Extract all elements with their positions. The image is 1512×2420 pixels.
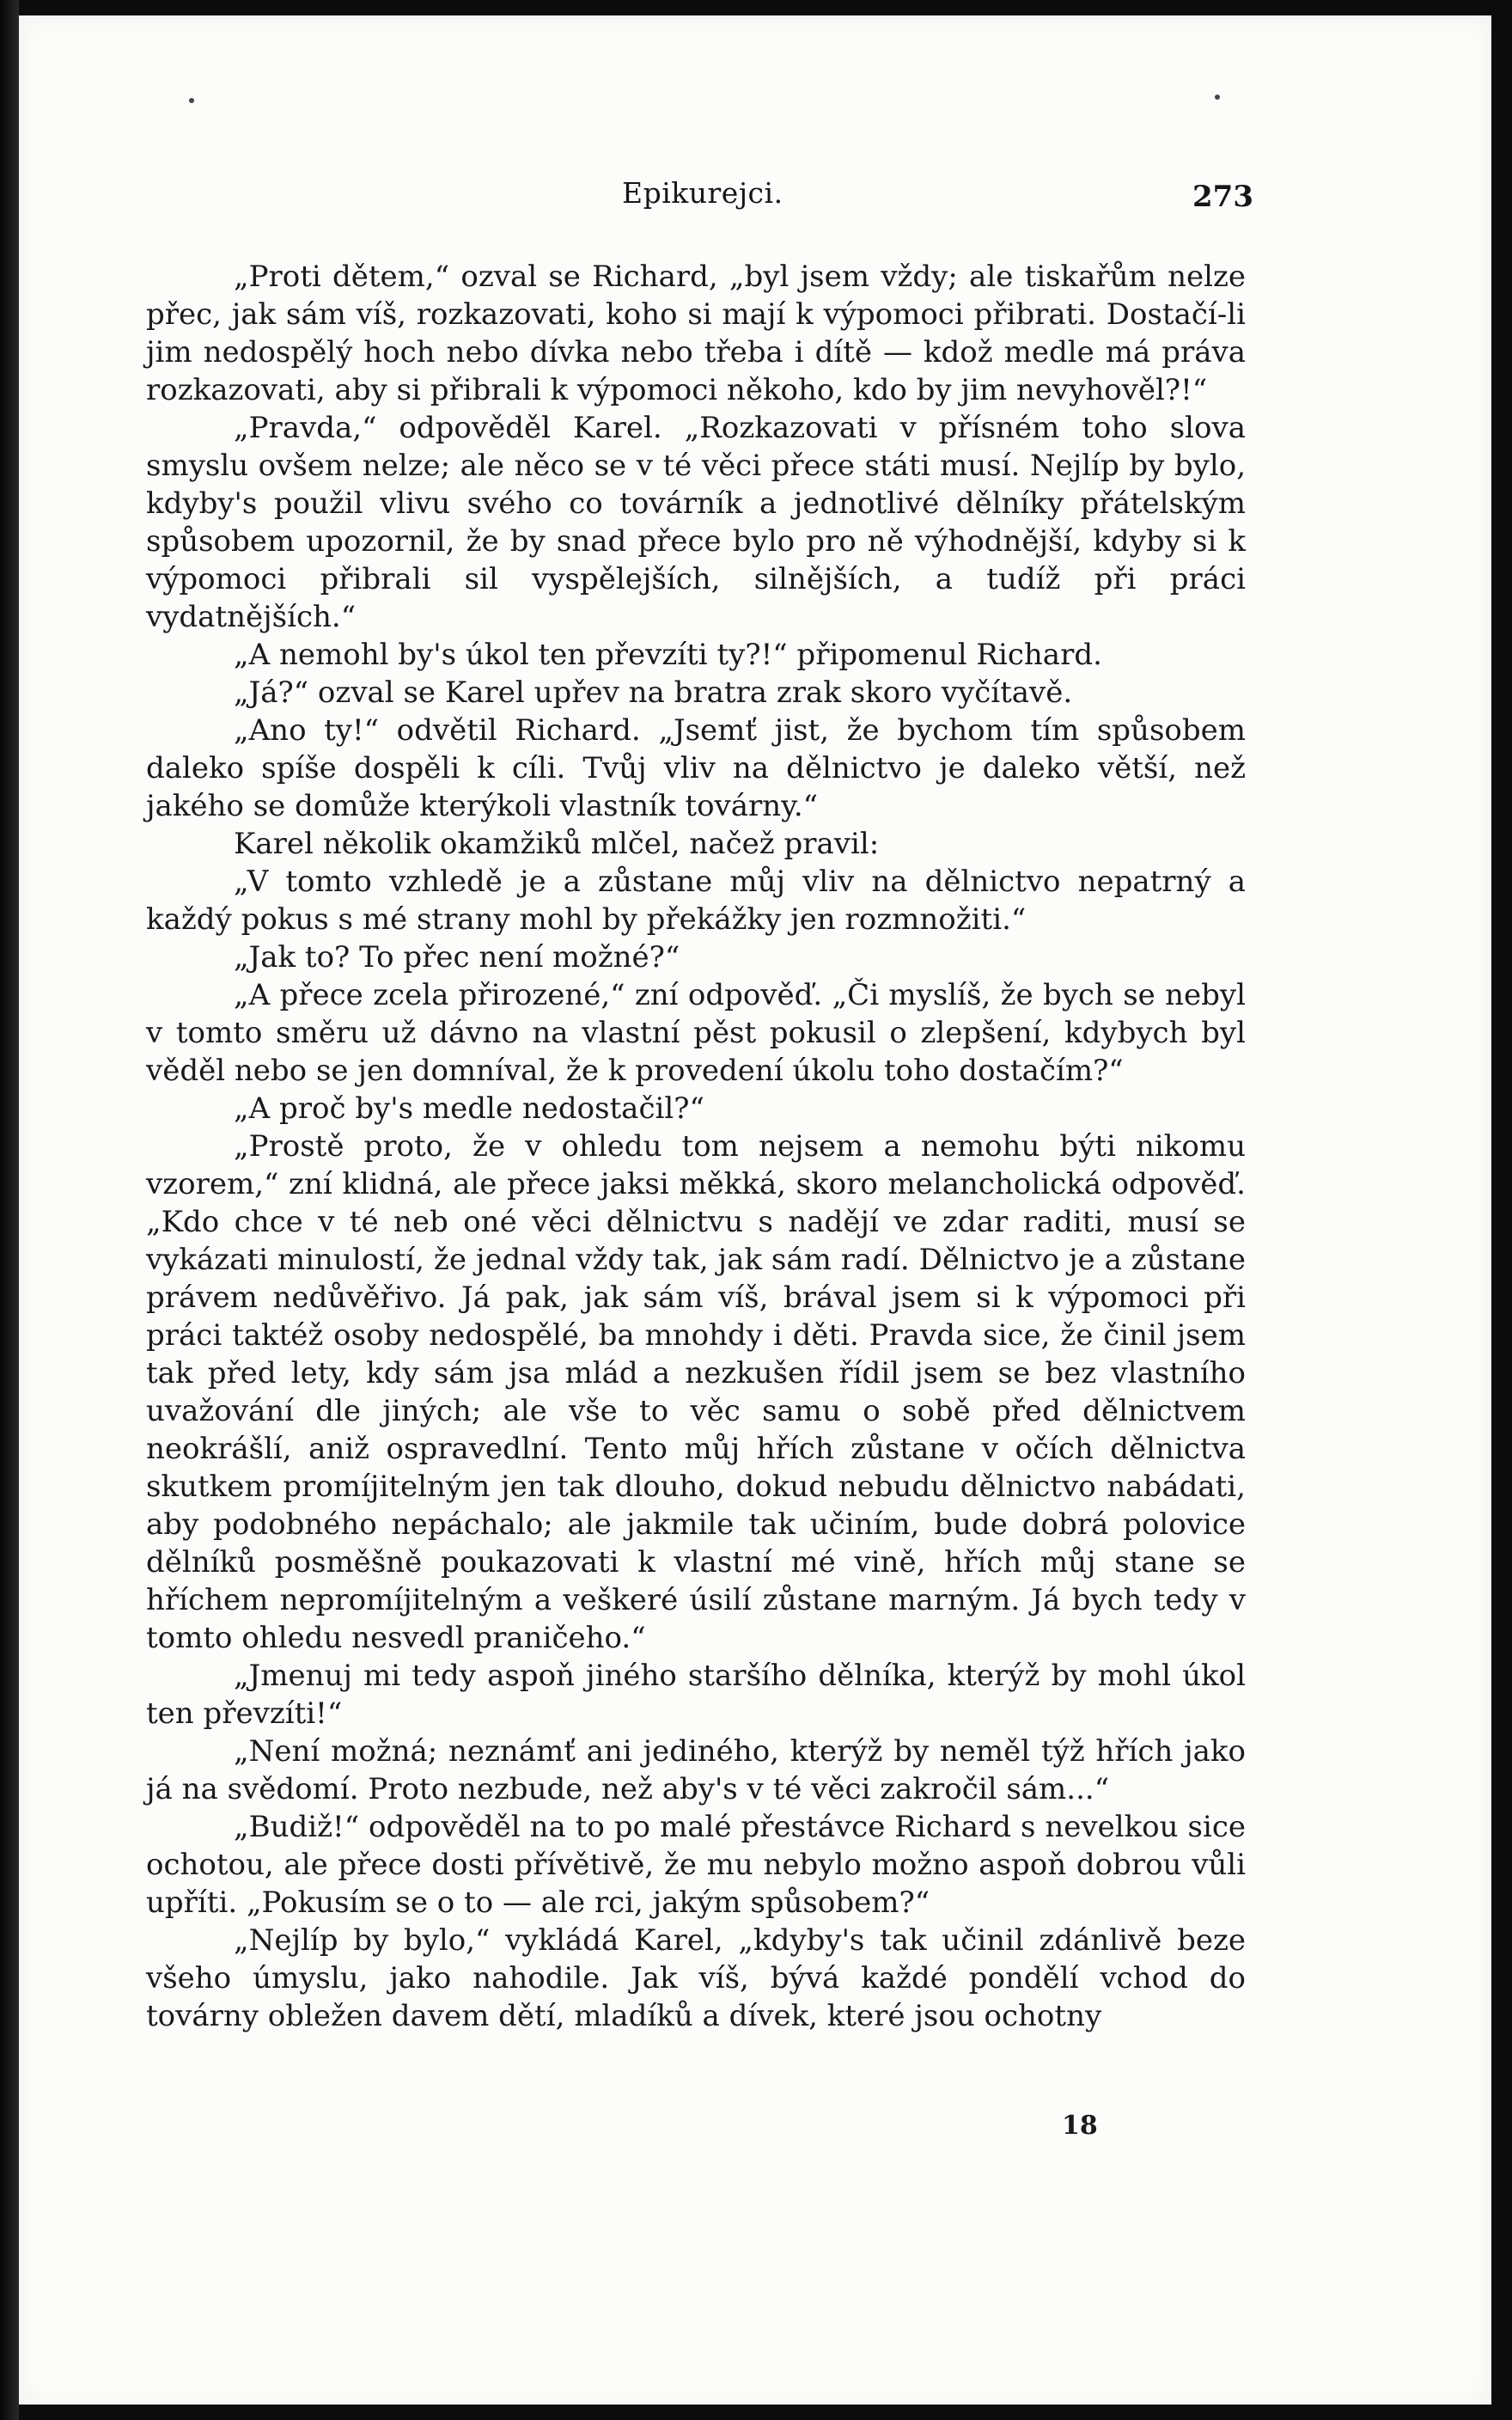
paragraph: „Proti dětem,“ ozval se Richard, „byl jsem vždy; ale tiskařům nelze přec, jak sám víš, rozkazovati, koho si mají k výpomoci přibrati. Dostačí-li jim nedospělý hoch nebo dívka nebo třeba i dítě — kdož medle má práva rozkazovati, aby si přibrali k výpomoci někoho, kdo by jim nevyhověl?!“ [146, 260, 1246, 407]
paragraph: „V tomto vzhledě je a zůstane můj vliv na dělnictvo nepatrný a každý pokus s mé strany mohl by překážky jen rozmnožiti.“ [146, 865, 1246, 937]
signature-mark: 18 [1062, 2111, 1098, 2141]
paragraph: „A proč by's medle nedostačil?“ [234, 1091, 704, 1126]
paragraph: Karel několik okamžiků mlčel, načež pravil: [234, 827, 880, 861]
paragraph: „A nemohl by's úkol ten převzíti ty?!“ připomenul Richard. [234, 638, 1102, 672]
running-title: Epikurejci. [622, 176, 783, 210]
page-header [0, 176, 1512, 219]
paragraph: „A přece zcela přirozené,“ zní odpověď. „Či myslíš, že bych se nebyl v tomto směru už dávno na vlastní pěst pokusil o zlepšení, kdybych byl věděl nebo se jen domníval, že k provedení úkolu toho dostačím?“ [146, 978, 1246, 1088]
paragraph: „Není možná; neznámť ani jediného, kterýž by neměl týž hřích jako já na svědomí. Proto nezbude, než aby's v té věci zakročil sám...“ [146, 1734, 1246, 1806]
page-number: 273 [1192, 180, 1253, 214]
paragraph: „Jak to? To přec není možné?“ [234, 940, 680, 975]
paragraph: „Budiž!“ odpověděl na to po malé přestávce Richard s nevelkou sice ochotou, ale přece dosti přívětivě, že mu nebylo možno aspoň dobrou vůli upříti. „Pokusím se o to — ale rci, jakým spůsobem?“ [146, 1810, 1246, 1920]
paragraph: „Já?“ ozval se Karel upřev na bratra zrak skoro vyčítavě. [234, 675, 1073, 710]
page-speck [189, 98, 194, 103]
body-text [146, 258, 1246, 2035]
paragraph: „Jmenuj mi tedy aspoň jiného staršího dělníka, kterýž by mohl úkol ten převzíti!“ [146, 1659, 1246, 1731]
paragraph: „Nejlíp by bylo,“ vykládá Karel, „kdyby's tak učinil zdánlivě beze všeho úmyslu, jako nahodile. Jak víš, bývá každé pondělí vchod do továrny obležen davem dětí, mladíků a dívek, které jsou ochotny [146, 1923, 1246, 2033]
paragraph: „Pravda,“ odpověděl Karel. „Rozkazovati v přísném toho slova smyslu ovšem nelze; ale něco se v té věci přece státi musí. Nejlíp by bylo, kdyby's použil vlivu svého co továrník a jednotlivé dělníky přátelským spůsobem upozornil, že by snad přece bylo pro ně výhodnější, kdyby si k výpomoci přibrali sil vyspělejších, silnějších, a tudíž při práci vydatnějších.“ [146, 411, 1246, 634]
paragraph: „Prostě proto, že v ohledu tom nejsem a nemohu býti nikomu vzorem,“ zní klidná, ale přece jaksi měkká, skoro melancholická odpověď. „Kdo chce v té neb oné věci dělnictvu s nadějí ve zdar raditi, musí se vykázati minulostí, že jednal vždy tak, jak sám radí. Dělnictvo je a zůstane právem nedůvěřivo. Já pak, jak sám víš, brával jsem si k výpomoci při práci taktéž osoby nedospělé, ba mnohdy i děti. Pravda sice, že činil jsem tak před lety, kdy sám jsa mlád a nezkušen řídil jsem se bez vlastního uvažování dle jiných; ale vše to věc samu o sobě před dělnictvem neokrášlí, aniž ospravedlní. Tento můj hřích zůstane v očích dělnictva skutkem promíjitelným jen tak dlouho, dokud nebudu dělnictvo nabádati, aby podobného nepáchalo; ale jakmile tak učiním, bude dobrá polovice dělníků posměšně poukazovati k vlastní mé vině, hřích můj stane se hříchem nepromíjitelným a veškeré úsilí zůstane marným. Já bych tedy v tomto ohledu nesvedl praničeho.“ [146, 1129, 1246, 1655]
paragraph: „Ano ty!“ odvětil Richard. „Jsemť jist, že bychom tím spůsobem daleko spíše dospěli k cíli. Tvůj vliv na dělnictvo je daleko větší, než jakého se domůže kterýkoli vlastník továrny.“ [146, 713, 1246, 823]
page-speck [1215, 95, 1220, 100]
book-spine-shadow [0, 0, 19, 2420]
